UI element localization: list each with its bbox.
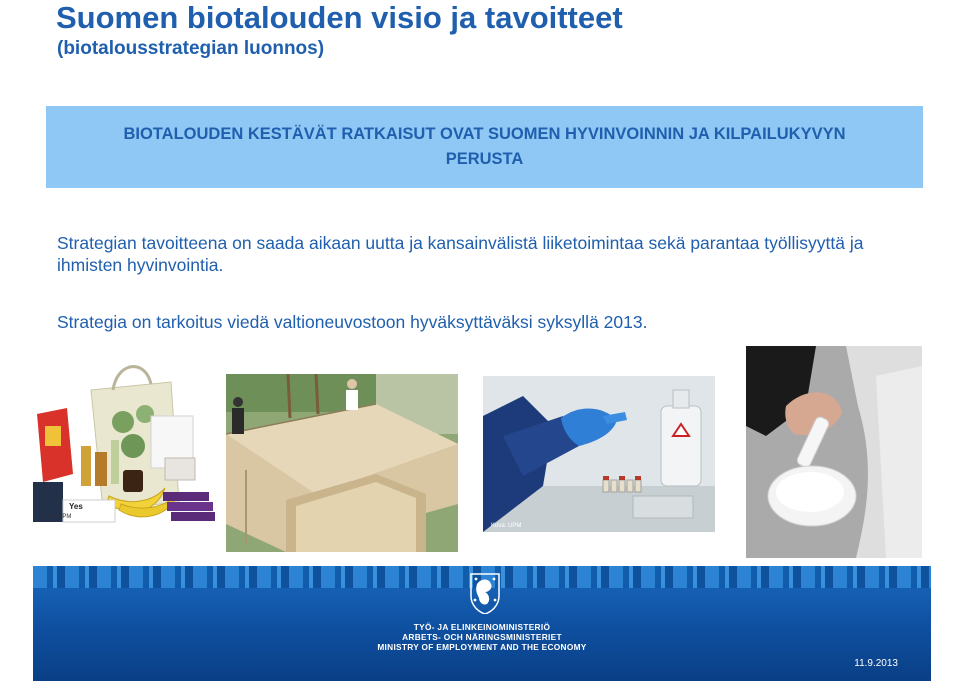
slide-date: 11.9.2013 [854,658,898,669]
ministry-footer [33,566,931,681]
vision-banner [46,106,923,188]
products-photo [33,352,225,528]
finnish-lion-emblem-icon [467,570,503,614]
pulp-sample-photo [746,346,922,558]
goal-paragraph: Strategian tavoitteena on saada aikaan uutta ja kansainvälistä liiketoimintaa sekä parantaa työllisyyttä ja ihmisten hyvinvointia. [57,233,864,275]
page-title: Suomen biotalouden visio ja tavoitteet [56,0,623,35]
ministry-name-sv: ARBETS- OCH NÄRINGSMINISTERIET [402,632,562,642]
laboratory-photo [483,376,715,532]
laboratory-photo-credit: Kuva: UPM [491,523,522,529]
ministry-name-en: MINISTRY OF EMPLOYMENT AND THE ECONOMY [377,642,587,652]
vision-statement: BIOTALOUDEN KESTÄVÄT RATKAISUT OVAT SUOMEN HYVINVOINNIN JA KILPAILUKYVYN PERUSTA [123,125,846,168]
products-photo-credit: Kuva: UPM [41,514,72,520]
construction-photo [226,374,458,552]
page-subtitle: (biotalousstrategian luonnos) [57,38,325,59]
schedule-paragraph: Strategia on tarkoitus viedä valtioneuvostoon hyväksyttäväksi syksyllä 2013. [57,312,648,332]
products-yes-label: Yes [69,502,83,511]
ministry-name-fi: TYÖ- JA ELINKEINOMINISTERIÖ [413,622,551,632]
